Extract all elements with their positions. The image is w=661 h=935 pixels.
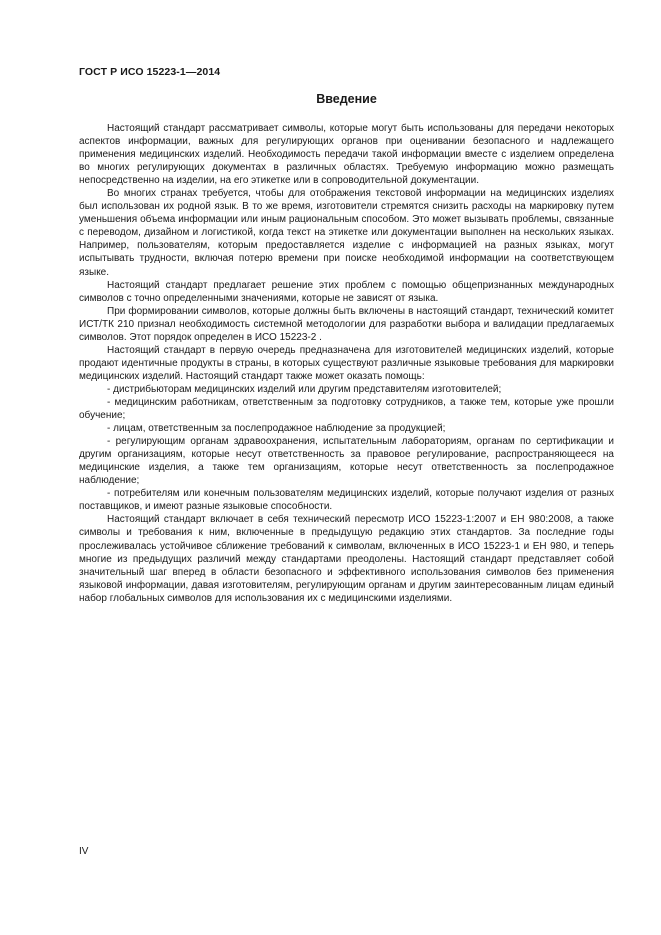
section-title: Введение — [316, 92, 377, 106]
standard-code-header: ГОСТ Р ИСО 15223-1—2014 — [79, 66, 221, 78]
list-item: - медицинским работникам, ответственным за подготовку сотрудников, а также тем, которые уже прошли обучение; — [79, 396, 614, 422]
list-item: - дистрибьюторам медицинских изделий или другим представителям изготовителей; — [107, 383, 502, 395]
paragraph: Настоящий стандарт предлагает решение этих проблем с помощью общепризнанных международных символов с точно определенными значениями, которые не зависят от языка. — [79, 279, 614, 304]
paragraph: Настоящий стандарт включает в себя технический пересмотр ИСО 15223-1:2007 и ЕН 980:2008, а также символы и требования к ним, включенные в предыдущую редакцию этих стандартов. За последние годы прослеживалась устойчивое сближение требований к символам, включенных в ИСО 15223-1 и ЕН 980, и теперь многие из предыдущих различий между стандартами преодолены. Настоящий стандарт представляет собой значительный шаг вперед в области безопасного и эффективного использования символов без применения языковой информации, давая изготовителям, регулирующим органам и другим заинтересованным лицам единый набор глобальных символов для использования их с медицинскими изделиями. — [79, 514, 614, 604]
list-item: - лицам, ответственным за послепродажное наблюдение за продукцией; — [107, 423, 446, 435]
paragraph: Настоящий стандарт в первую очередь предназначена для изготовителей медицинских изделий, которые продают идентичные продукты в страны, в которых существуют различные языковые требования для маркировки медицинских изделий. Настоящий стандарт также может оказать помощь: — [79, 344, 614, 382]
body-text — [79, 122, 614, 605]
paragraph: Во многих странах требуется, чтобы для отображения текстовой информации на медицинских изделиях был использован их родной язык. В то же время, изготовители стремятся снизить расходы на маркировку путем уменьшения объема информации или иным рациональным способом. Это может вызывать проблемы, связанные с переводом, дизайном и логистикой, когда текст на этикетке или документации выполнен на нескольких языках. Например, пользователям, которым предоставляется изделие с информацией на разных языках, могут испытывать трудности, включая потерю времени при поиске необходимой информации на соответствующем языке. — [79, 188, 614, 278]
list-item: - регулирующим органам здравоохранения, испытательным лабораториям, органам по сертификации и другим организациям, которые несут ответственность за правовое регулирование, распространяющееся на медицинские изделия, а также тем организациям, которые несут ответственность за послепродажное наблюдение; — [79, 436, 614, 487]
paragraph: Настоящий стандарт рассматривает символы, которые могут быть использованы для передачи некоторых аспектов информации, важных для регулирующих органов при оценивании безопасного и надлежащего применения медицинских изделий. Необходимость передачи такой информации вместе с изделием определена во многих регулирующих документах в различных областях. Требуемую информацию можно размещать непосредственно на изделии, на его этикетке или в сопроводительной документации. — [79, 123, 614, 187]
page-number: IV — [79, 846, 89, 857]
list-item: - потребителям или конечным пользователям медицинских изделий, которые получают изделия от разных поставщиков, и имеют разные языковые способности. — [79, 488, 614, 513]
paragraph: При формировании символов, которые должны быть включены в настоящий стандарт, технический комитет ИСТ/ТК 210 признал необходимость системной методологии для разработки выбора и валидации предлагаемых символов. Этот порядок определен в ИСО 15223-2 . — [79, 305, 614, 343]
